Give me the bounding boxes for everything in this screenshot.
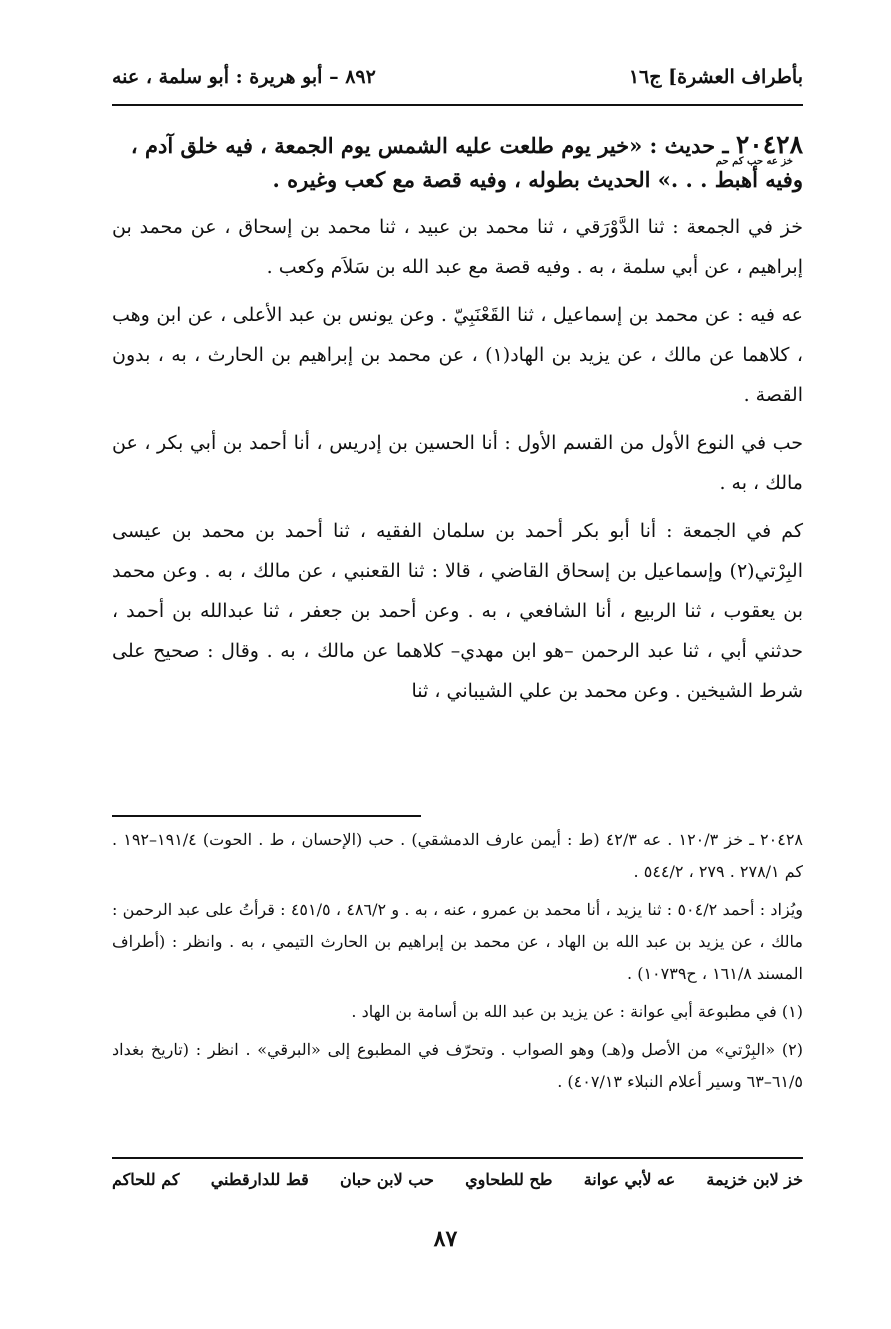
header-volume-title: بأطراف العشرة] ج١٦ bbox=[628, 66, 803, 88]
legend-item: طح للطحاوي bbox=[465, 1170, 553, 1189]
footnotes bbox=[112, 824, 803, 1104]
hadith-number: ٢٠٤٢٨ bbox=[735, 130, 803, 159]
footnote-2: (٢) «البِرْتي» من الأصل و(هـ) وهو الصواب . وتحرّف في المطبوع إلى «البرقي» . انظر : (تاريخ بغداد ٦١/٥–٦٣ وسير أعلام النبلاء ٤٠٧/١٣) . bbox=[112, 1040, 803, 1091]
legend-item: حب لابن حبان bbox=[340, 1170, 434, 1189]
running-header bbox=[112, 60, 803, 94]
footnote-rule bbox=[112, 815, 421, 817]
hadith-title-line-1 bbox=[112, 128, 803, 163]
legend-item: كم للحاكم bbox=[112, 1170, 180, 1189]
header-section-title: ٨٩٢ – أبو هريرة : أبو سلمة ، عنه bbox=[112, 66, 376, 88]
footnote-additions: ويُزاد : أحمد ٥٠٤/٢ : ثنا يزيد ، أنا محمد بن عمرو ، عنه ، به . و ٤٨٦/٢ ، ٤٥١/٥ : قرأتُ على عبد الرحمن : مالك ، عن يزيد بن عبد الله بن الهاد ، عن محمد بن إبراهيم بن الحارث التيمي ، به . وانظر : (أطراف المسند ١٦١/٨ ، ح١٠٧٣٩) . bbox=[112, 900, 803, 983]
abbreviation-legend bbox=[112, 1170, 803, 1189]
chain-paragraph: خز في الجمعة : ثنا الدَّوْرَقي ، ثنا محمد بن عبيد ، ثنا محمد بن إسحاق ، عن محمد بن إبراهيم ، عن أبي سلمة ، به . وفيه قصة مع عبد الله بن سَلاَم وكعب . bbox=[112, 216, 803, 278]
hadith-title-text-1: ـ حديث : «خير يوم طلعت عليه الشمس يوم الجمعة ، فيه خلق آدم ، bbox=[130, 133, 729, 158]
legend-rule bbox=[112, 1157, 803, 1159]
chain-paragraph: عه فيه : عن محمد بن إسماعيل ، ثنا القَعْنَبِيّ . وعن يونس بن عبد الأعلى ، عن ابن وهب ، كلاهما عن مالك ، عن يزيد بن الهاد(١) ، عن محمد بن إبراهيم بن الحارث ، به ، بدون القصة . bbox=[112, 304, 803, 406]
chain-paragraph: حب في النوع الأول من القسم الأول : أنا الحسين بن إدريس ، أنا أحمد بن أبي بكر ، عن مالك ، به . bbox=[112, 432, 803, 494]
legend-item: خز لابن خزيمة bbox=[706, 1170, 803, 1189]
hadith-title-line-2: وفيه أهبط . . .» الحديث بطوله ، وفيه قصة مع كعب وغيره . bbox=[272, 167, 803, 192]
source-codes: خز عه حب كم حم bbox=[715, 156, 793, 167]
legend-item: عه لأبي عوانة bbox=[583, 1170, 676, 1189]
page-number: ٨٧ bbox=[433, 1226, 458, 1252]
legend-item: قط للدارقطني bbox=[210, 1170, 309, 1189]
header-rule bbox=[112, 104, 803, 106]
chain-paragraph: كم في الجمعة : أنا أبو بكر أحمد بن سلمان الفقيه ، ثنا أحمد بن محمد بن عيسى البِرْتي(٢) وإسماعيل بن إسحاق القاضي ، قالا : ثنا القعنبي ، عن مالك ، به . وعن محمد بن يعقوب ، ثنا الربيع ، أنا الشافعي ، به . وعن أحمد بن جعفر ، ثنا عبدالله بن أحمد ، حدثني أبي ، ثنا عبد الرحمن –هو ابن مهدي– كلاهما عن مالك ، به . وقال : صحيح على شرط الشيخين . وعن محمد بن علي الشيباني ، ثنا bbox=[112, 520, 803, 702]
main-text bbox=[112, 128, 803, 719]
hadith-headline bbox=[112, 128, 803, 197]
footnote-1: (١) في مطبوعة أبي عوانة : عن يزيد بن عبد الله بن أسامة بن الهاد . bbox=[351, 1002, 803, 1021]
footnote-sources: ٢٠٤٢٨ ـ خز ١٢٠/٣ . عه ٤٢/٣ (ط : أيمن عارف الدمشقي) . حب (الإحسان ، ط . الحوت) ١٩١/٤–١٩٢ . كم ٢٧٨/١ . ٢٧٩ ، ٥٤٤/٢ . bbox=[112, 830, 803, 881]
